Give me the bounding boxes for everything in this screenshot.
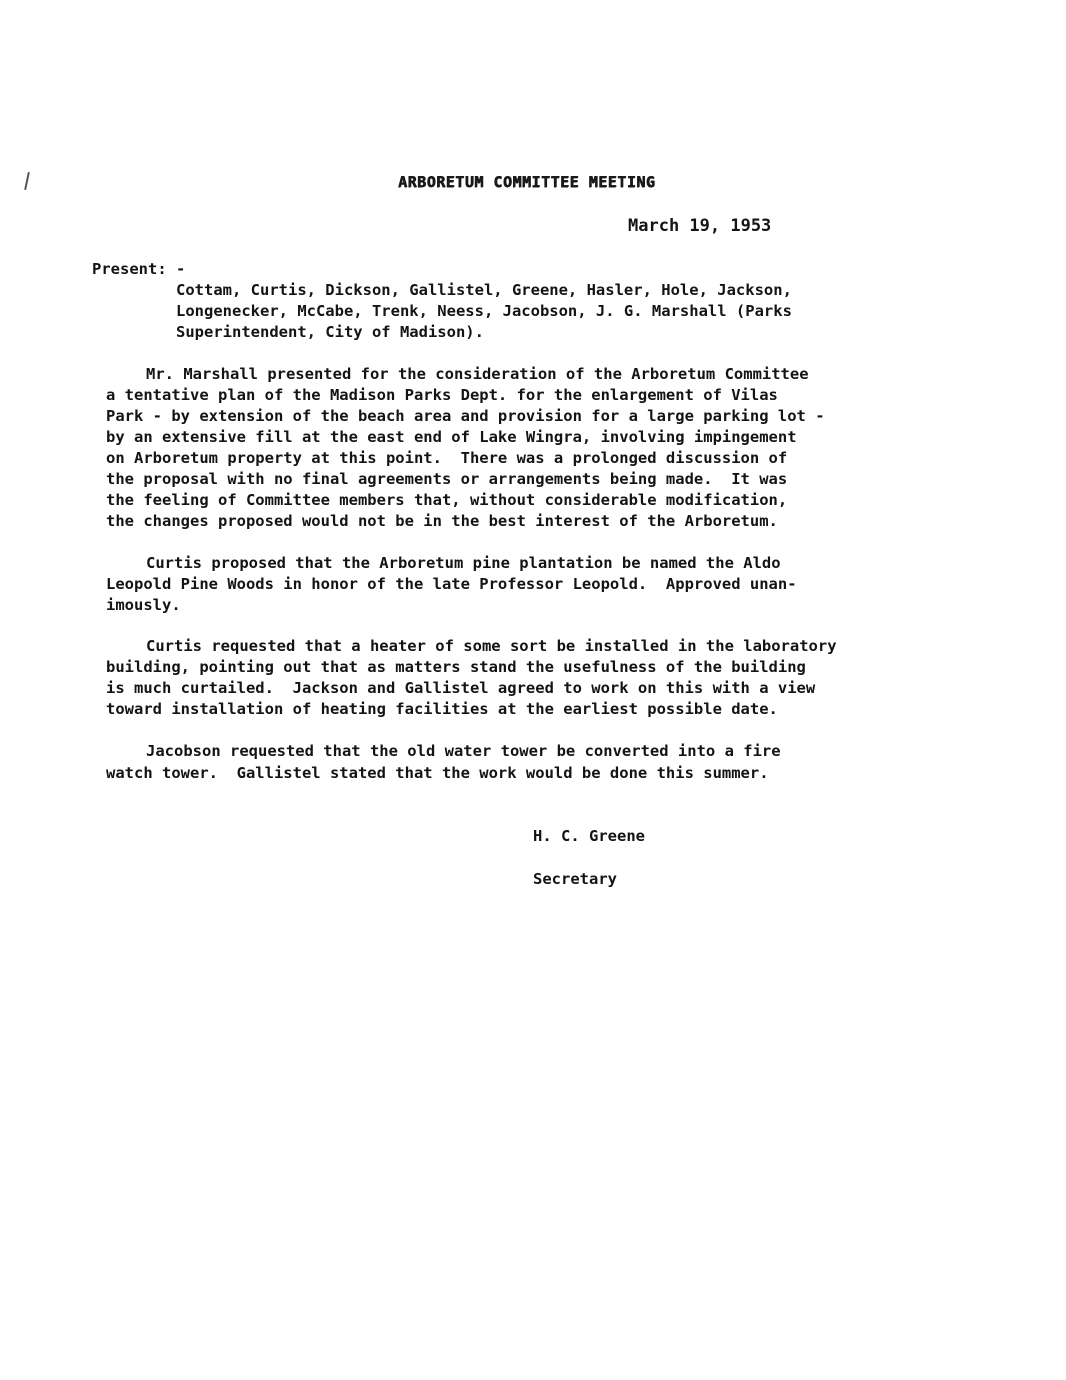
paragraph-line: Park - by extension of the beach area and provision for a large parking lot - [106,407,825,425]
margin-mark [24,172,30,190]
paragraph-line: on Arboretum property at this point. There was a prolonged discussion of [106,449,788,467]
meeting-date: March 19, 1953 [628,216,772,236]
paragraph-line: Jacobson requested that the old water tower be converted into a fire [146,742,781,760]
paragraph-line: Mr. Marshall presented for the consideration of the Arboretum Committee [146,365,809,383]
paragraph-line: imously. [106,596,181,614]
paragraph-line: toward installation of heating facilities at the earliest possible date. [106,700,778,718]
paragraph-line: the proposal with no final agreements or arrangements being made. It was [106,470,788,488]
attendee-line: Superintendent, City of Madison). [176,323,484,341]
attendee-line: Longenecker, McCabe, Trenk, Neess, Jacobson, J. G. Marshall (Parks [176,302,792,320]
signature-title: Secretary [533,870,617,888]
paragraph-line: Curtis requested that a heater of some sort be installed in the laboratory [146,637,837,655]
paragraph-line: the changes proposed would not be in the best interest of the Arboretum. [106,512,778,530]
paragraph-line: Curtis proposed that the Arboretum pine plantation be named the Aldo [146,554,781,572]
paragraph-line: a tentative plan of the Madison Parks Dept. for the enlargement of Vilas [106,386,778,404]
paragraph-line: Leopold Pine Woods in honor of the late Professor Leopold. Approved unan- [106,575,797,593]
document-title: ARBORETUM COMMITTEE MEETING [398,173,656,191]
paragraph-line: watch tower. Gallistel stated that the work would be done this summer. [106,764,769,782]
paragraph-line: the feeling of Committee members that, without considerable modification, [106,491,788,509]
paragraph-line: is much curtailed. Jackson and Gallistel agreed to work on this with a view [106,679,816,697]
present-label: Present: - [92,260,186,278]
attendee-line: Cottam, Curtis, Dickson, Gallistel, Greene, Hasler, Hole, Jackson, [176,281,792,299]
signature-name: H. C. Greene [533,827,645,845]
paragraph-line: building, pointing out that as matters stand the usefulness of the building [106,658,806,676]
paragraph-line: by an extensive fill at the east end of Lake Wingra, involving impingement [106,428,797,446]
